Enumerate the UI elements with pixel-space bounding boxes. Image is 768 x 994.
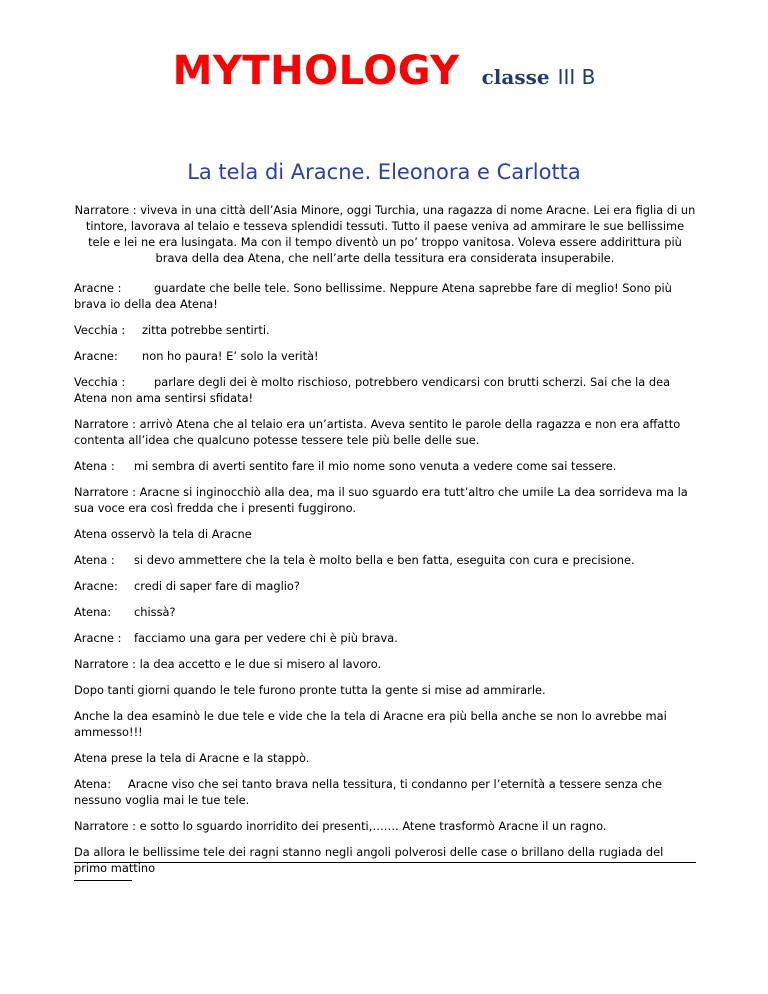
speaker-label: Aracne :	[74, 631, 122, 645]
dialogue-line	[74, 604, 696, 620]
line-text: Aracne viso che sei tanto brava nella tessitura, ti condanno per l’eternità a tessere senza che nessuno voglia mai le tue tele.	[74, 777, 662, 807]
narration-line	[74, 750, 696, 766]
main-title: MYTHOLOGY	[172, 48, 460, 94]
narration-line	[74, 682, 696, 698]
narration-line	[74, 818, 696, 834]
line-text: Da allora le bellissime tele dei ragni stanno negli angoli polverosi delle case o brillano della rugiada del primo mattino	[74, 845, 664, 875]
line-text: non ho paura! E’ solo la verità!	[142, 349, 319, 363]
line-text: mi sembra di averti sentito fare il mio nome sono venuta a vedere come sai tessere.	[134, 459, 617, 473]
line-text: facciamo una gara per vedere chi è più brava.	[134, 631, 398, 645]
line-text: Anche la dea esaminò le due tele e vide che la tela di Aracne era più bella anche se non lo avrebbe mai ammesso!!!	[74, 709, 667, 739]
narration-line	[74, 656, 696, 672]
dialogue-line	[74, 552, 696, 568]
line-text: parlare degli dei è molto rischioso, potrebbero vendicarsi con brutti scherzi. Sai che la dea Atena non ama sentirsi sfidata!	[74, 375, 671, 405]
divider-line-short	[74, 880, 132, 881]
speaker-label: Aracne:	[74, 579, 118, 593]
dialogue-line	[74, 348, 696, 364]
document-header	[0, 48, 768, 94]
line-text: chissà?	[134, 605, 176, 619]
line-text: Dopo tanti giorni quando le tele furono pronte tutta la gente si mise ad ammirarle.	[74, 683, 546, 697]
dialogue-line	[74, 280, 696, 312]
line-text: Narratore : la dea accetto e le due si misero al lavoro.	[74, 657, 382, 671]
line-text: zitta potrebbe sentirti.	[142, 323, 270, 337]
dialogue-line	[74, 578, 696, 594]
narration-line	[74, 416, 696, 448]
dialogue-line	[74, 374, 696, 406]
speaker-label: Atena:	[74, 777, 112, 791]
dialogue-line	[74, 458, 696, 474]
line-text: credi di saper fare di maglio?	[134, 579, 300, 593]
divider-line	[74, 862, 696, 863]
story-title: La tela di Aracne. Eleonora e Carlotta	[187, 160, 581, 184]
speaker-label: Atena :	[74, 553, 115, 567]
dialogue-line	[74, 776, 696, 808]
speaker-label: Atena:	[74, 605, 112, 619]
speaker-label: Atena :	[74, 459, 115, 473]
narration-line	[74, 484, 696, 516]
speaker-label: Aracne:	[74, 349, 118, 363]
speaker-label: Vecchia :	[74, 375, 126, 389]
line-text: guardate che belle tele. Sono bellissime. Neppure Atena saprebbe fare di meglio! Sono più brava io della dea Atena!	[74, 281, 672, 311]
line-text: Narratore : Aracne si inginocchiò alla dea, ma il suo sguardo era tutt’altro che umile La dea sorrideva ma la sua voce era così fredda che i presenti fuggirono.	[74, 485, 688, 515]
narration-line	[74, 526, 696, 542]
line-text: si devo ammettere che la tela è molto bella e ben fatta, eseguita con cura e precisione.	[134, 553, 635, 567]
class-name: III B	[557, 65, 596, 89]
line-text: Narratore : arrivò Atena che al telaio era un’artista. Aveva sentito le parole della ragazza e non era affatto contenta all’idea che qualcuno potesse tessere tele più belle delle sue.	[74, 417, 681, 447]
line-text: Atena prese la tela di Aracne e la stappò.	[74, 751, 310, 765]
line-text: Atena osservò la tela di Aracne	[74, 527, 252, 541]
class-label: classe	[481, 65, 550, 89]
dialogue-line	[74, 322, 696, 338]
speaker-label: Vecchia :	[74, 323, 126, 337]
story-body	[74, 202, 696, 886]
narration-line	[74, 708, 696, 740]
intro-paragraph: Narratore : viveva in una città dell’Asia Minore, oggi Turchia, una ragazza di nome Aracne. Lei era figlia di un tintore, lavorava al telaio e tesseva splendidi tessuti. Tutto il paese veniva ad ammirare le sue bellissime tele e lei ne era lusingata. Ma con il tempo diventò un po’ troppo vanitosa. Voleva essere addirittura più brava della dea Atena, che nell’arte della tessitura era considerata insuperabile.	[74, 203, 696, 265]
dialogue-line	[74, 630, 696, 646]
speaker-label: Aracne :	[74, 281, 122, 295]
line-text: Narratore : e sotto lo sguardo inorridito dei presenti,……. Atene trasformò Aracne il un ragno.	[74, 819, 607, 833]
narration-line	[74, 844, 696, 876]
